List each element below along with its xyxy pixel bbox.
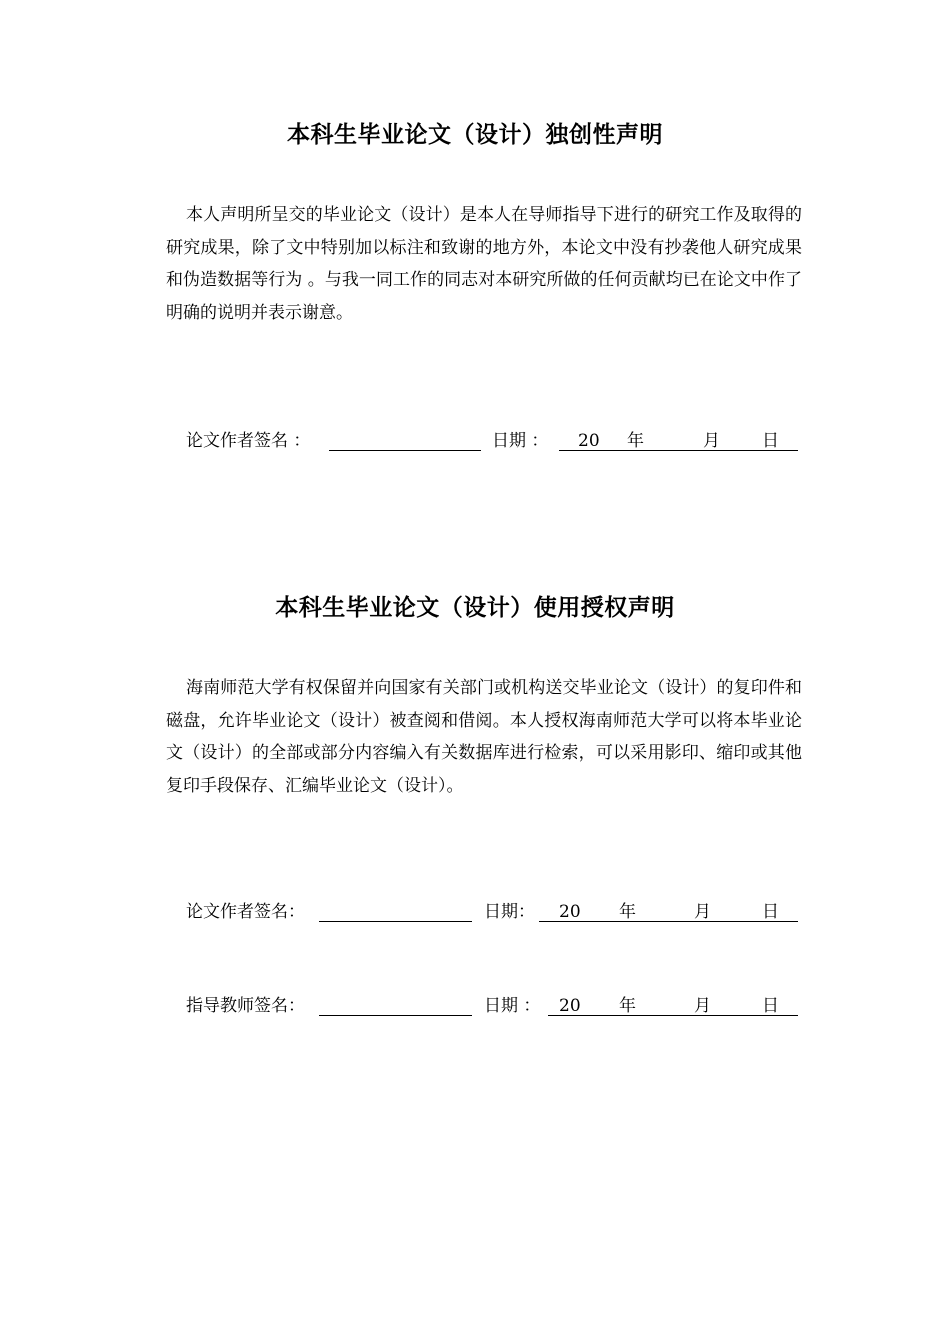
day-label: 日	[762, 431, 779, 451]
month-label: 月	[694, 996, 711, 1016]
advisor-signature-blank[interactable]	[319, 993, 472, 1016]
year-prefix: 20	[559, 996, 581, 1016]
originality-title: 本科生毕业论文（设计）独创性声明	[287, 122, 663, 148]
originality-paragraph: 本人声明所呈交的毕业论文（设计）是本人在导师指导下进行的研究工作及取得的研究成果，除了文中特别加以标注和致谢的地方外，本论文中没有抄袭他人研究成果和伪造数据等行为 。与我一同工作的同志对本研究所做的任何贡献均已在论文中作了明确的说明并表示谢意。	[166, 205, 802, 323]
day-label: 日	[762, 996, 779, 1016]
month-label: 月	[694, 902, 711, 922]
author-signature-label: 论文作者签名 ：	[186, 431, 311, 451]
author-signature-label: 论文作者签名：	[186, 902, 305, 922]
author-signature-blank[interactable]	[329, 428, 481, 451]
date-label: 日期 ：	[484, 996, 541, 1016]
advisor-signature-label: 指导教师签名：	[186, 996, 305, 1016]
originality-body	[166, 199, 802, 329]
year-label: 年	[627, 431, 644, 451]
authorization-body	[166, 672, 802, 802]
month-label: 月	[703, 431, 720, 451]
date-label: 日期 ：	[492, 431, 549, 451]
date-blank[interactable]	[548, 993, 798, 1016]
year-label: 年	[619, 996, 636, 1016]
year-prefix: 20	[578, 431, 600, 451]
date-label: 日期：	[484, 902, 535, 922]
authorization-title: 本科生毕业论文（设计）使用授权声明	[275, 595, 675, 621]
day-label: 日	[762, 902, 779, 922]
year-label: 年	[619, 902, 636, 922]
year-prefix: 20	[559, 902, 581, 922]
authorization-paragraph: 海南师范大学有权保留并向国家有关部门或机构送交毕业论文（设计）的复印件和磁盘，允许毕业论文（设计）被查阅和借阅。本人授权海南师范大学可以将本毕业论文（设计）的全部或部分内容编入有关数据库进行检索，可以采用影印、缩印或其他复印手段保存、汇编毕业论文（设计）。	[166, 678, 802, 796]
author-signature-blank[interactable]	[319, 899, 472, 922]
